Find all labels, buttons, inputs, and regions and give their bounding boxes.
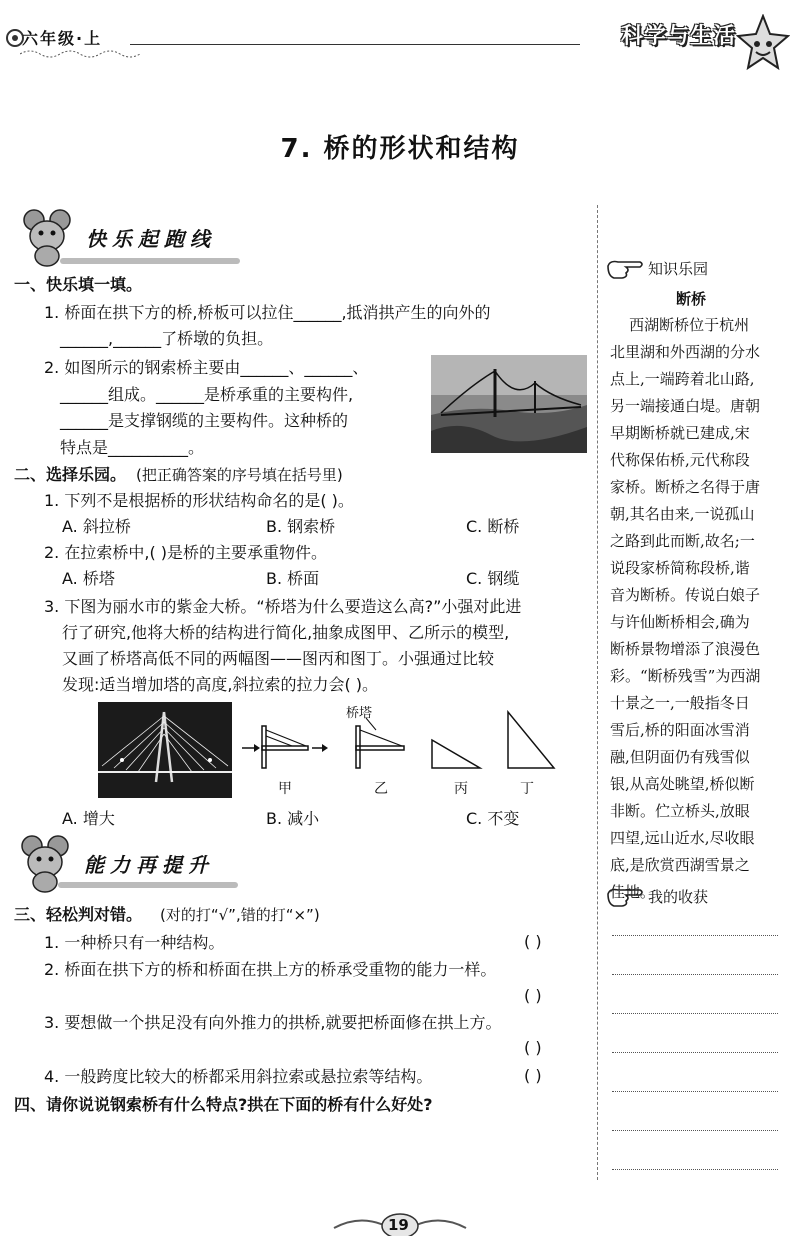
q2-line-a: 2. 如图所示的钢索桥主要由______、______、 xyxy=(44,358,369,377)
article-line: 彩。“断桥残雪”为西湖 xyxy=(610,667,761,685)
article-line: 银,从高处眺望,桥似断 xyxy=(610,775,755,793)
harvest-line[interactable] xyxy=(612,1169,778,1170)
star-mascot-icon xyxy=(736,14,790,72)
label-ding: 丁 xyxy=(520,781,534,797)
grade-label: 六年级·上 xyxy=(22,29,103,48)
s3-item-1: 1. 一种桥只有一种结构。 xyxy=(44,933,225,952)
s2-q2-option-a: A. 桥塔 xyxy=(62,569,115,588)
article-line: 十景之一,一般指冬日 xyxy=(610,694,750,712)
page-number: 19 xyxy=(388,1216,409,1234)
section2-note: (把正确答案的序号填在括号里) xyxy=(136,466,343,484)
knowledge-heading: 知识乐园 xyxy=(648,260,709,278)
harvest-line[interactable] xyxy=(612,974,778,975)
article-line: 断桥景物增添了浪漫色 xyxy=(610,640,761,658)
article-line: 北里湖和外西湖的分水 xyxy=(610,343,761,361)
harvest-line[interactable] xyxy=(612,1013,778,1014)
header-bar xyxy=(0,0,800,80)
article-line: 与许仙断桥相会,确为 xyxy=(610,613,750,631)
label-jia: 甲 xyxy=(278,781,292,797)
s2-q2: 2. 在拉索桥中,( )是桥的主要承重物件。 xyxy=(44,543,328,562)
section1-heading: 一、快乐填一填。 xyxy=(14,275,143,294)
article-title: 断桥 xyxy=(676,290,707,308)
section3-note: (对的打“√”,错的打“×”) xyxy=(160,906,320,924)
article-line: 朝,其名由来,一说孤山 xyxy=(610,505,755,523)
answer-paren-1[interactable]: ( ) xyxy=(524,932,542,951)
zijin-bridge-photo xyxy=(98,702,232,798)
banner-underline xyxy=(58,882,238,888)
banner-warmup: 快乐起跑线 xyxy=(86,227,216,251)
section4-heading: 四、请你说说钢索桥有什么特点?拱在下面的桥有什么好处? xyxy=(14,1095,433,1114)
page-title: 7. 桥的形状和结构 xyxy=(280,134,520,164)
article-line: 四望,远山近水,尽收眼 xyxy=(610,829,755,847)
label-yi: 乙 xyxy=(374,781,388,797)
q1-line-a: 1. 桥面在拱下方的桥,桥板可以拉住______,抵消拱产生的向外的 xyxy=(44,303,491,322)
article-body xyxy=(610,312,788,906)
banner-advance: 能力再提升 xyxy=(84,853,214,877)
harvest-heading: 我的收获 xyxy=(648,888,709,906)
article-line: 早期断桥就已建成,宋 xyxy=(610,424,750,442)
s2-q3-option-c: C. 不变 xyxy=(466,809,520,828)
answer-paren-2[interactable]: ( ) xyxy=(524,986,542,1005)
label-tower: 桥塔 xyxy=(346,706,373,721)
s2-q1: 1. 下列不是根据桥的形状结构命名的是( )。 xyxy=(44,491,354,510)
s3-item-4: 4. 一般跨度比较大的桥都采用斜拉索或悬拉索等结构。 xyxy=(44,1067,433,1086)
s2-q3-option-a: A. 增大 xyxy=(62,809,115,828)
sidebar-divider xyxy=(597,205,598,1180)
article-line: 西湖断桥位于杭州 xyxy=(610,316,750,334)
article-line: 非断。伫立桥头,放眼 xyxy=(610,802,750,820)
book-title: 科学与生活 xyxy=(620,24,736,49)
answer-paren-3[interactable]: ( ) xyxy=(524,1038,542,1057)
banner-underline xyxy=(60,258,240,264)
article-line: 融,但阴面仍有残雪似 xyxy=(610,748,750,766)
harvest-line[interactable] xyxy=(612,1052,778,1053)
pointing-hand-icon xyxy=(606,256,646,282)
q1-line-b: ______,______了桥墩的负担。 xyxy=(60,329,274,348)
article-line: 家桥。断桥之名得于唐 xyxy=(610,478,761,496)
section2-heading: 二、选择乐园。 xyxy=(14,465,127,484)
section3-heading: 三、轻松判对错。 xyxy=(14,905,143,924)
s2-q3-line-d: 发现:适当增加塔的高度,斜拉索的拉力会( )。 xyxy=(62,675,379,694)
s2-q3-line-a: 3. 下图为丽水市的紫金大桥。“桥塔为什么要造这么高?”小强对此进 xyxy=(44,597,522,616)
article-line: 雪后,桥的阳面冰雪消 xyxy=(610,721,750,739)
answer-paren-4[interactable]: ( ) xyxy=(524,1066,542,1085)
article-line: 之路到此而断,故名;一 xyxy=(610,532,755,550)
s2-q3-line-c: 又画了桥塔高低不同的两幅图——图丙和图丁。小强通过比较 xyxy=(62,649,495,668)
s2-q2-option-c: C. 钢缆 xyxy=(466,569,520,588)
suspension-bridge-photo xyxy=(431,355,587,453)
pointing-hand-icon xyxy=(606,884,646,910)
article-line: 底,是欣赏西湖雪景之 xyxy=(610,856,750,874)
article-line: 佳地。 xyxy=(610,883,656,901)
article-line: 说段家桥简称段桥,谐 xyxy=(610,559,750,577)
harvest-line[interactable] xyxy=(612,935,778,936)
s3-item-3: 3. 要想做一个拱足没有向外推力的拱桥,就要把桥面修在拱上方。 xyxy=(44,1013,502,1032)
harvest-line[interactable] xyxy=(612,1091,778,1092)
article-line: 另一端接通白堤。唐朝 xyxy=(610,397,761,415)
q2-line-c: ______是支撑钢缆的主要构件。这种桥的 xyxy=(60,411,349,430)
s3-item-2: 2. 桥面在拱下方的桥和桥面在拱上方的桥承受重物的能力一样。 xyxy=(44,960,497,979)
header-rule xyxy=(130,44,580,45)
s2-q3-option-b: B. 减小 xyxy=(266,809,320,828)
harvest-line[interactable] xyxy=(612,1130,778,1131)
article-line: 代称保佑桥,元代称段 xyxy=(610,451,750,469)
wave-decoration-icon xyxy=(20,48,140,60)
label-bing: 丙 xyxy=(454,781,468,797)
s2-q3-line-b: 行了研究,他将大桥的结构进行简化,抽象成图甲、乙所示的模型, xyxy=(62,623,510,642)
s2-q1-option-c: C. 断桥 xyxy=(466,517,520,536)
q2-line-b: ______组成。______是桥承重的主要构件, xyxy=(60,385,354,404)
s2-q1-option-a: A. 斜拉桥 xyxy=(62,517,131,536)
q2-line-d: 特点是__________。 xyxy=(60,438,205,457)
article-line: 点上,一端跨着北山路, xyxy=(610,370,755,388)
s2-q1-option-b: B. 钢索桥 xyxy=(266,517,336,536)
article-line: 音为断桥。传说白娘子 xyxy=(610,586,761,604)
s2-q2-option-b: B. 桥面 xyxy=(266,569,320,588)
